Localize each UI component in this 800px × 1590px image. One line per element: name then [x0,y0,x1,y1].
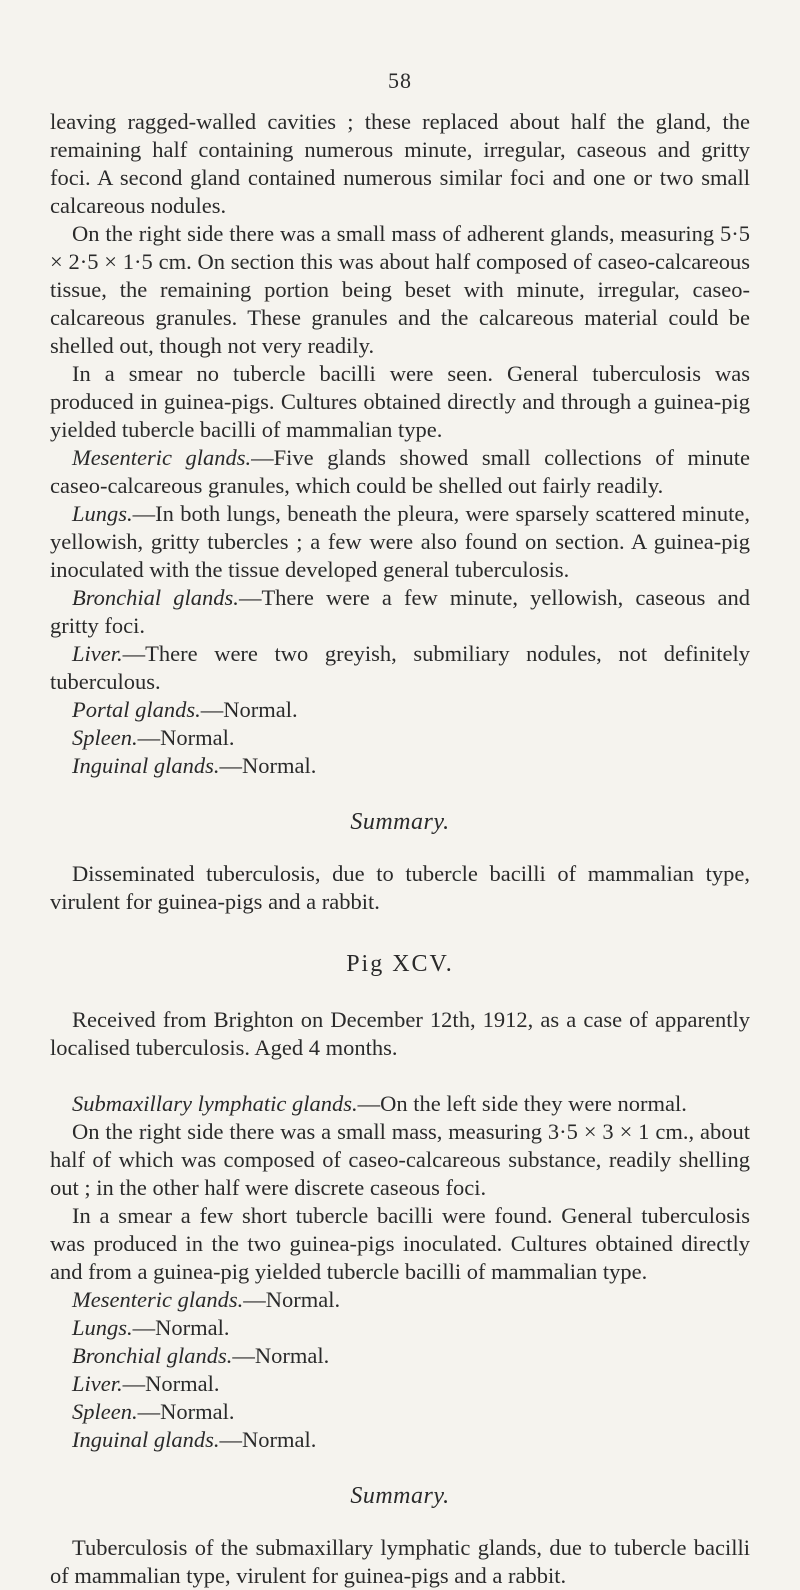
entry-text: —In both lungs, beneath the pleura, were sparsely scattered minute, yellowish, gritty tubercles ; a few were also found on section. A guinea-pig inoculated with the tissue developed general tuberculosis. [50,501,750,582]
summary-text-second: Tuberculosis of the submaxillary lymphatic glands, due to tubercle bacilli of mammalian type, virulent for guinea-pigs and a rabbit. [50,1535,750,1588]
entry-bronchial-glands-second [50,1342,750,1370]
paragraph-received: Received from Brighton on December 12th, 1912, as a case of apparently localised tuberculosis. Aged 4 months. [50,1007,750,1060]
entry-label: Lungs. [72,501,133,526]
entry-text: —Normal. [200,697,298,722]
entry-lungs [50,500,750,584]
entry-bronchial-glands [50,584,750,640]
entry-label: Bronchial glands. [72,1343,233,1368]
page-body [50,108,750,1590]
entry-label: Lungs. [72,1315,133,1340]
entry-text: —Normal. [137,1399,235,1424]
entry-label: Spleen. [72,1399,138,1424]
entry-label: Mesenteric glands. [72,445,252,470]
paragraph-smear: In a smear no tubercle bacilli were seen. General tuberculosis was produced in guinea-pigs. Cultures obtained directly and through a guinea-pig yielded tubercle bacilli of mammalian type. [50,361,750,442]
entry-text: —Normal. [232,1343,330,1368]
entry-text: —Normal. [122,1371,220,1396]
paragraph-right-side: On the right side there was a small mass of adherent glands, measuring 5·5 × 2·5 × 1·5 cm. On section this was about half composed of caseo-calcareous tissue, the remaining portion being beset with minute, irregular, caseo-calcareous granules. These granules and the calcareous material could be shelled out, though not very readily. [50,221,750,358]
entry-text: —Normal. [219,753,317,778]
entry-text: —Normal. [243,1287,341,1312]
entry-label: Spleen. [72,725,138,750]
entry-label: Mesenteric glands. [72,1287,244,1312]
summary-heading: Summary. [350,809,450,835]
entry-text: —There were a few minute, yellowish, caseous and gritty foci. [50,585,750,638]
entry-liver [50,640,750,696]
entry-spleen [50,724,750,752]
entry-lungs-second [50,1314,750,1342]
summary-text: Disseminated tuberculosis, due to tubercle bacilli of mammalian type, virulent for guinea-pigs and a rabbit. [50,861,750,914]
entry-mesenteric-glands [50,444,750,500]
paragraph-cavities: leaving ragged-walled cavities ; these replaced about half the gland, the remaining half containing numerous minute, irregular, caseous and gritty foci. A second gland contained numerous similar foci and one or two small calcareous nodules. [50,109,750,218]
entry-text: —Five glands showed small collections of minute caseo-calcareous granules, which could be shelled out fairly readily. [50,445,750,498]
entry-label: Submaxillary lymphatic glands. [72,1091,358,1116]
entry-label: Liver. [72,1371,123,1396]
entry-inguinal-glands-second [50,1426,750,1454]
page-number: 58 [388,68,412,93]
entry-text: —Normal. [219,1427,317,1452]
case-heading: Pig XCV. [346,951,454,977]
entry-label: Inguinal glands. [72,753,220,778]
entry-mesenteric-glands-second [50,1286,750,1314]
entry-text: —Normal. [132,1315,230,1340]
entry-text: —On the left side they were normal. [357,1091,687,1116]
entry-text: —There were two greyish, submiliary nodules, not definitely tuberculous. [50,641,750,694]
summary-heading-second: Summary. [350,1483,450,1509]
entry-label: Portal glands. [72,697,201,722]
paragraph-smear-second: In a smear a few short tubercle bacilli were found. General tuberculosis was produced in the two guinea-pigs inoculated. Cultures obtained directly and from a guinea-pig yielded tubercle bacilli of mammalian type. [50,1203,750,1284]
entry-text: —Normal. [137,725,235,750]
entry-submaxillary-glands [50,1090,750,1118]
entry-label: Bronchial glands. [72,585,239,610]
entry-liver-second [50,1370,750,1398]
paragraph-right-side-mass: On the right side there was a small mass, measuring 3·5 × 3 × 1 cm., about half of which was composed of caseo-calcareous substance, readily shelling out ; in the other half were discrete caseous foci. [50,1119,750,1200]
entry-label: Liver. [72,641,123,666]
entry-portal-glands [50,696,750,724]
entry-label: Inguinal glands. [72,1427,220,1452]
entry-inguinal-glands [50,752,750,780]
entry-spleen-second [50,1398,750,1426]
